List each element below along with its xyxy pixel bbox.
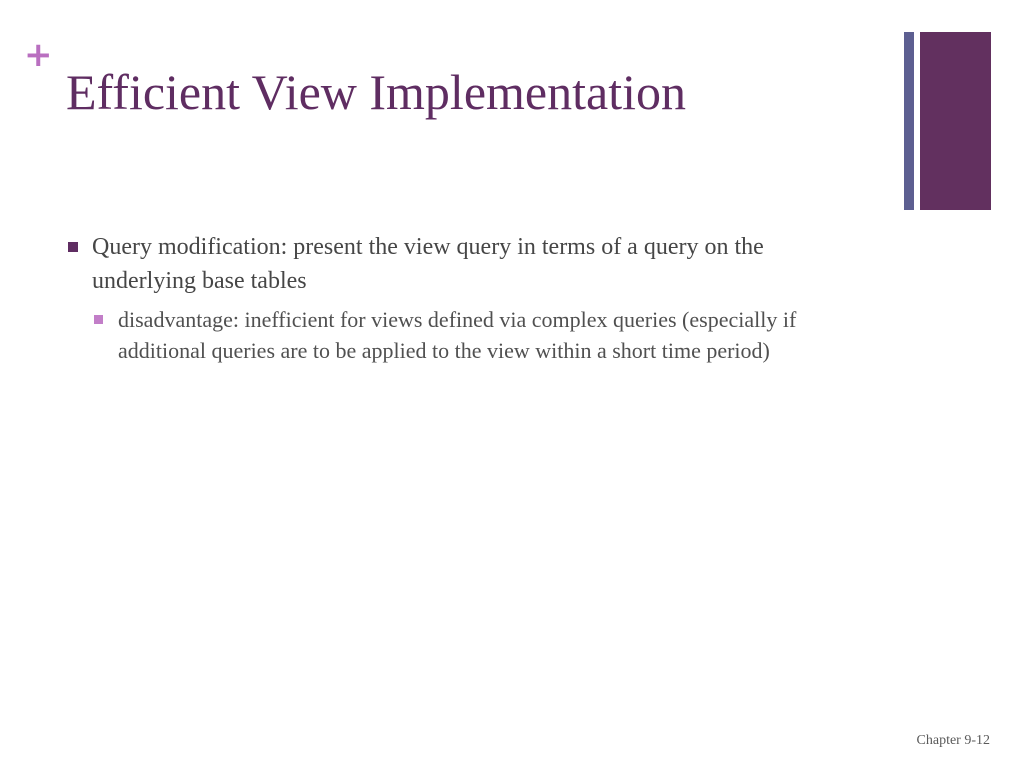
decorative-bar-thin bbox=[904, 32, 914, 210]
slide-title: Efficient View Implementation bbox=[66, 64, 686, 120]
bullet-list bbox=[66, 230, 866, 366]
slide-footer: Chapter 9-12 bbox=[916, 733, 990, 748]
sub-bullet-item bbox=[92, 304, 866, 366]
bullet-item bbox=[66, 230, 866, 366]
square-bullet-icon bbox=[68, 242, 78, 252]
sub-bullet-list bbox=[92, 304, 866, 366]
sub-bullet-text: disadvantage: inefficient for views defined via complex queries (especially if additional queries are to be applied to the view within a short time period) bbox=[118, 307, 797, 363]
plus-icon: + bbox=[24, 35, 53, 75]
square-bullet-icon bbox=[94, 315, 103, 324]
decorative-bar-thick bbox=[920, 32, 991, 210]
bullet-text: Query modification: present the view query in terms of a query on the underlying base tables bbox=[92, 234, 764, 294]
